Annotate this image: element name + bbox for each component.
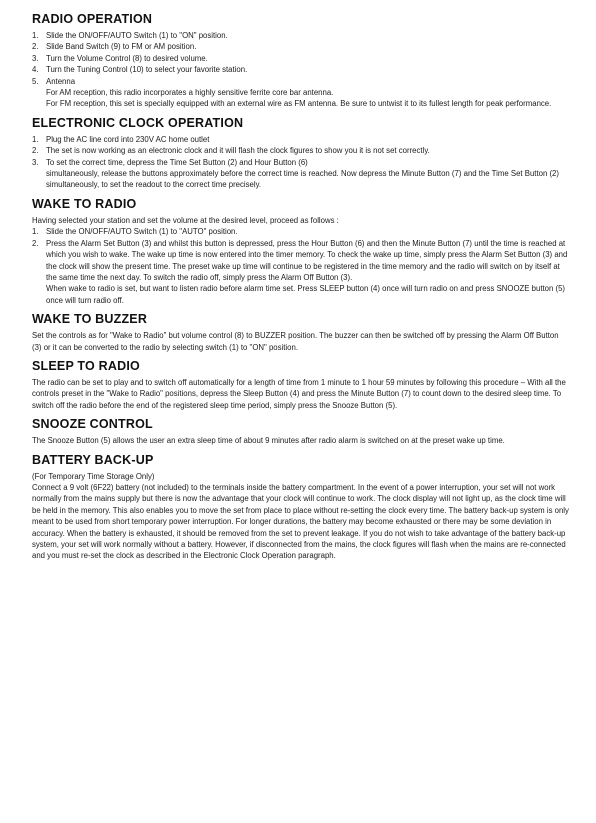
list-item [32, 30, 570, 41]
wake-to-buzzer-section [32, 312, 570, 353]
list-number: 2. [32, 42, 39, 52]
radio-steps-list [32, 30, 570, 87]
list-text: Antenna [46, 76, 76, 86]
wake-radio-steps-list [32, 226, 570, 283]
battery-text: Connect a 9 volt (6F22) battery (not included) to the terminals inside the battery compartment. In the event of a power interruption, your set will not work normally from the mains supply but there is now the advantage that your clock will continue to work. The clock display will not light up, as the clock time will be held in the memory. This also enables you to move the set from place to place without re-setting the clock every time. The battery back-up system is only meant to be used from short temporary power interruption. For longer durations, the battery may become exhausted or there may be some deviation in accuracy. When the battery is exhausted, it should be removed from the set to prevent leakage. If you do not wish to take advantage of the battery back-up system, your set will work normally without a battery. However, if disconnected from the mains, the clock figures will flash when the mains are re-connected and you must re-set the clock as described in the Electronic Clock Operation paragraph. [32, 482, 569, 561]
section-title: ELECTRONIC CLOCK OPERATION [32, 115, 244, 130]
snooze-control-section [32, 417, 570, 446]
sleep-text: The radio can be set to play and to switch off automatically for a length of time from 1 minute to 1 hour 59 minutes by following this procedure – With all the controls preset in the "Wake to Radio" positions, depress the Sleep Button (4) and press the Minute Button (7) to count down to the desired sleep time. To switch off the radio before the end of the registered sleep time period, simply press the Snooze Button (5). [32, 377, 566, 410]
list-number: 3. [32, 157, 39, 167]
list-text: Slide Band Switch (9) to FM or AM position. [46, 42, 197, 52]
list-text: To set the correct time, depress the Time Set Button (2) and Hour Button (6) [46, 157, 308, 167]
antenna-am-text: For AM reception, this radio incorporates a highly sensitive ferrite core bar antenna. [46, 88, 334, 98]
list-number: 2. [32, 238, 39, 248]
list-number: 1. [32, 134, 39, 144]
snooze-text: The Snooze Button (5) allows the user an extra sleep time of about 9 minutes after radio alarm is switched on at the preset wake up time. [32, 436, 505, 446]
section-title: WAKE TO RADIO [32, 196, 137, 211]
sleep-to-radio-section [32, 359, 570, 411]
list-text: Press the Alarm Set Button (3) and whilst this button is depressed, press the Hour Button (6) and then the Minute Button (7) until the time is reached at which you wish to wake. The wake up time is now entered into the timer memory. To check the wake up time, simply press the Alarm Set Button (3) and the clock will show the present time. The preset wake up time will continue to be registered in the time memory and the radio will switch on by itself at the same time the next day. To switch the radio off, simply press the Alarm Off Button (3). [46, 238, 568, 282]
list-item [32, 134, 570, 145]
section-title: RADIO OPERATION [32, 12, 153, 26]
wake-buzzer-text: Set the controls as for "Wake to Radio" but volume control (8) to BUZZER position. The buzzer can then be switched off by pressing the Alarm Off Button (3) or it can be converted to the radio by selecting switch (1) to "ON" position. [32, 331, 559, 352]
list-number: 1. [32, 31, 39, 40]
list-number: 1. [32, 227, 39, 237]
list-number: 5. [32, 76, 39, 86]
battery-subtitle: (For Temporary Time Storage Only) [32, 471, 155, 481]
list-item [32, 76, 570, 87]
list-number: 2. [32, 146, 39, 156]
list-item [32, 238, 570, 284]
section-title: SNOOZE CONTROL [32, 417, 153, 432]
list-text: Turn the Volume Control (8) to desired volume. [46, 53, 208, 63]
section-title: BATTERY BACK-UP [32, 452, 154, 467]
list-item [32, 64, 570, 75]
list-item [32, 145, 570, 156]
clock-steps-list [32, 134, 570, 168]
wake-to-radio-section [32, 197, 570, 306]
section-title: SLEEP TO RADIO [32, 358, 140, 373]
list-item [32, 157, 570, 168]
section-title: WAKE TO BUZZER [32, 312, 148, 327]
radio-operation-section [32, 12, 570, 110]
list-number: 4. [32, 65, 39, 75]
list-text: Turn the Tuning Control (10) to select your favorite station. [46, 65, 248, 75]
list-number: 3. [32, 53, 39, 63]
battery-backup-section [32, 453, 570, 562]
list-item [32, 226, 570, 237]
wake-radio-intro: Having selected your station and set the volume at the desired level, proceed as follows : [32, 215, 339, 225]
list-item [32, 41, 570, 52]
list-text: The set is now working as an electronic clock and it will flash the clock figures to show you it is not set correctly. [46, 146, 430, 156]
clock-continuation-text: simultaneously, release the buttons approximately before the correct time is reached. Now depress the Minute Button (7) and the Time Set Button (2) simultaneously, to set the readout to the correct time precisely. [46, 169, 559, 190]
list-item [32, 53, 570, 64]
wake-radio-continuation: When wake to radio is set, but want to listen radio before alarm time set. Press SLEEP button (4) once will turn radio on and press SNOOZE button (5) once will turn radio off. [46, 284, 566, 305]
clock-operation-section [32, 116, 570, 191]
list-text: Plug the AC line cord into 230V AC home outlet [46, 134, 210, 144]
list-text: Slide the ON/OFF/AUTO Switch (1) to "AUTO" position. [46, 227, 238, 237]
list-text: Slide the ON/OFF/AUTO Switch (1) to "ON" position. [46, 31, 228, 40]
antenna-fm-text: For FM reception, this set is specially equipped with an external wire as FM antenna. Be sure to untwist it to its fullest length for peak performance. [46, 99, 552, 109]
